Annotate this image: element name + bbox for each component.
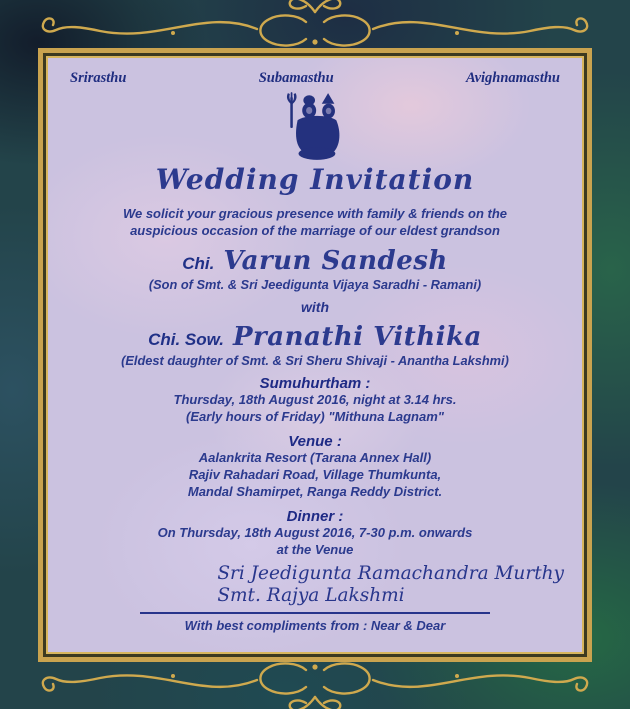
connector-with: with (301, 299, 329, 316)
dinner-heading: Dinner : (286, 507, 344, 525)
bride-name: Pranathi Vithika (232, 322, 482, 353)
blessing-left: Srirasthu (70, 70, 127, 86)
host-grandmother: Smt. Rajya Lakshmi (217, 585, 405, 607)
hosts-block (217, 563, 564, 608)
intro-line-1: We solicit your gracious presence with family & friends on the (122, 206, 508, 221)
intro-line-2: auspicious occasion of the marriage of our eldest grandson (130, 223, 500, 239)
blessing-center: Subamasthu (258, 70, 334, 86)
venue-name: Aalankrita Resort (Tarana Annex Hall) (198, 450, 432, 466)
groom-parents: (Son of Smt. & Sri Jeedigunta Vijaya Saradhi - Ramani) (148, 277, 482, 293)
venue-address-2: Mandal Shamirpet, Ranga Reddy District. (187, 483, 443, 499)
venue-heading: Venue : (288, 433, 342, 451)
dinner-line-1: On Thursday, 18th August 2016, 7-30 p.m. onwards (157, 524, 473, 540)
flourish-ornament-top (0, 0, 630, 47)
intro-text (123, 205, 507, 239)
blessing-right: Avighnamasthu (465, 70, 560, 86)
bride-parents: (Eldest daughter of Smt. & Sri Sheru Shivaji - Anantha Lakshmi) (121, 353, 509, 369)
muhurtham-line-1: Thursday, 18th August 2016, night at 3.14 hrs. (173, 392, 457, 408)
shiva-parvati-icon (284, 91, 346, 161)
host-grandfather: Sri Jeedigunta Ramachandra Murthy (217, 562, 564, 584)
flourish-ornament-bottom (0, 662, 630, 709)
groom-name-row (182, 246, 448, 276)
muhurtham-heading: Sumuhurtham : (259, 375, 371, 393)
venue-address-1: Rajiv Rahadari Road, Village Thumkunta, (188, 466, 442, 482)
groom-prefix: Chi. (182, 254, 215, 274)
dinner-venue-word: Venue (314, 541, 354, 557)
invitation-inner-card (48, 58, 582, 652)
card-title: Wedding Invitation (155, 163, 475, 196)
compliments-line: With best compliments from : Near & Dear (184, 617, 446, 633)
divider-rule (140, 612, 490, 614)
blessings-row (48, 68, 582, 87)
gold-frame (38, 48, 592, 662)
dinner-line-2: at the Venue (276, 541, 354, 557)
groom-name: Varun Sandesh (223, 246, 448, 277)
muhurtham-line-2: (Early hours of Friday) "Mithuna Lagnam" (186, 409, 444, 425)
bride-name-row (148, 322, 482, 352)
bride-prefix: Chi. Sow. (148, 330, 224, 350)
